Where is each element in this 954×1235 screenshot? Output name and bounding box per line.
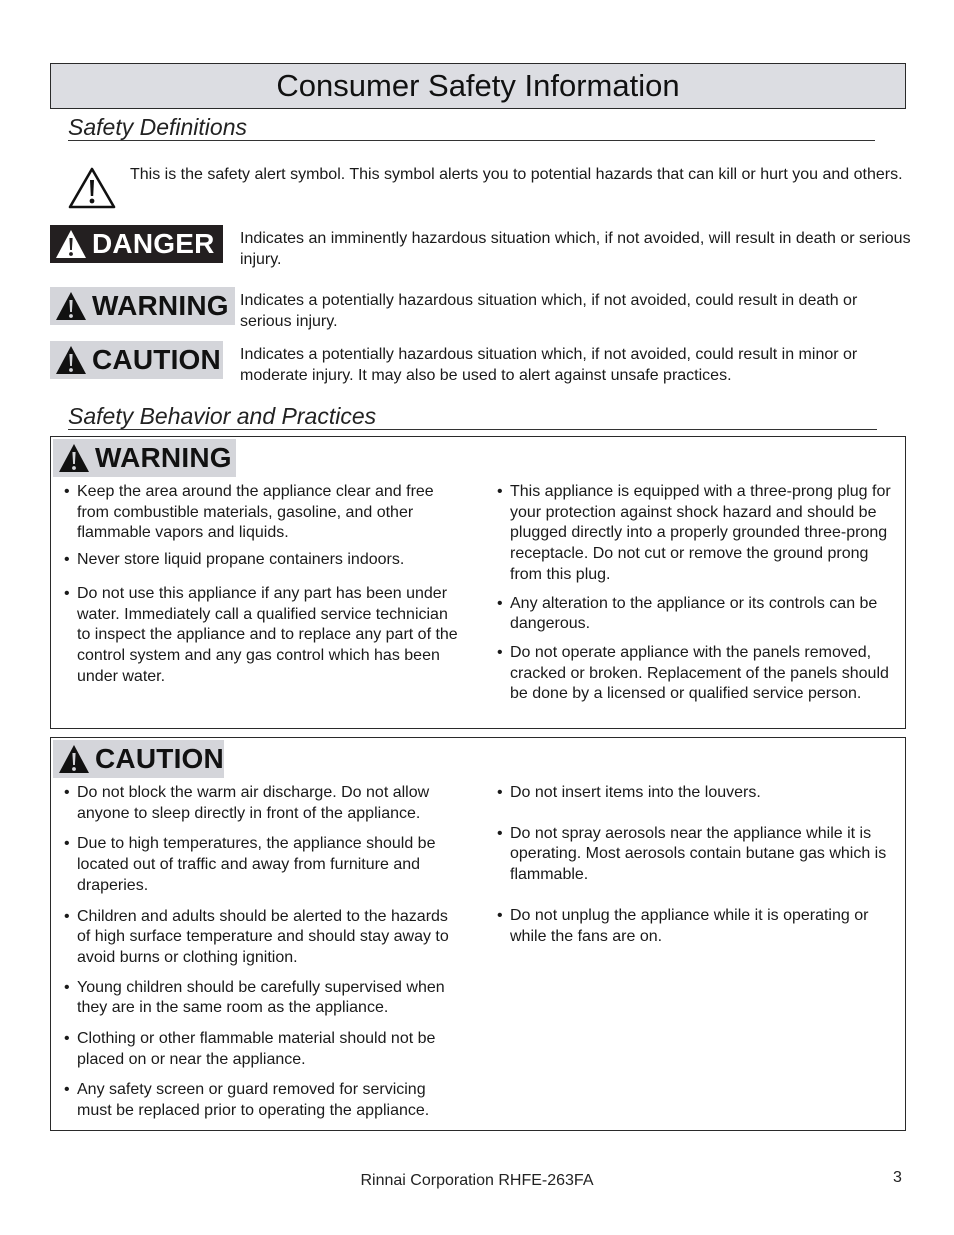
list-item: • Do not block the warm air discharge. Do not allow anyone to sleep directly in front of the appliance. [64,783,464,824]
caution-box-label [53,740,224,778]
list-item: • Do not unplug the appliance while it is operating or while the fans are on. [497,906,903,947]
list-item: • Any safety screen or guard removed for servicing must be replaced prior to operating the appliance. [64,1080,464,1121]
list-item: • Do not spray aerosols near the appliance while it is operating. Most aerosols contain butane gas which is flammable. [497,824,903,886]
warning-label-text: WARNING [92,290,229,321]
list-item: • Do not operate appliance with the panels removed, cracked or broken. Replacement of the panels should be done by a licensed or qualified service person. [497,643,903,705]
warning-label [50,287,235,325]
danger-definition: Indicates an imminently hazardous situation which, if not avoided, will result in death or serious injury. [240,230,911,268]
warning-box-label [53,439,236,477]
warning-left-list [64,482,464,687]
warning-box [50,436,906,729]
danger-label-text: DANGER [92,228,215,259]
warning-definition: Indicates a potentially hazardous situation which, if not avoided, could result in death or serious injury. [240,292,858,330]
caution-box-label-text: CAUTION [95,743,224,774]
caution-box [50,737,906,1131]
page-title-bar [50,63,906,109]
list-item: • Never store liquid propane containers indoors. [64,550,464,571]
danger-label [50,225,223,263]
list-item: • Do not insert items into the louvers. [497,783,903,804]
safety-alert-description: This is the safety alert symbol. This symbol alerts you to potential hazards that can kill or hurt you and others. [130,166,903,183]
caution-alert-icon [54,344,88,376]
list-item: • Keep the area around the appliance clear and free from combustible materials, gasoline, and other flammable vapors and liquids. [64,482,464,544]
page-title: Consumer Safety Information [276,68,680,103]
section-heading-behavior: Safety Behavior and Practices [68,404,877,430]
danger-alert-icon [54,228,88,260]
list-item: • Clothing or other flammable material should not be placed on or near the appliance. [64,1029,464,1070]
caution-label [50,341,223,379]
warning-box-alert-icon [57,442,91,474]
caution-box-alert-icon [57,743,91,775]
section-heading-definitions: Safety Definitions [68,115,875,141]
list-item: • Young children should be carefully supervised when they are in the same room as the appliance. [64,978,464,1019]
list-item: • Any alteration to the appliance or its controls can be dangerous. [497,594,903,635]
list-item: • Due to high temperatures, the appliance should be located out of traffic and away from furniture and draperies. [64,834,464,896]
list-item: • Children and adults should be alerted to the hazards of high surface temperature and should stay away to avoid burns or clothing ignition. [64,907,464,969]
footer-text: Rinnai Corporation RHFE-263FA [360,1172,594,1189]
warning-box-label-text: WARNING [95,442,232,473]
warning-right-list [497,482,903,705]
caution-right-list [497,783,903,947]
caution-label-text: CAUTION [92,344,221,375]
warning-alert-icon [54,290,88,322]
caution-left-list [64,783,464,1122]
page-number: 3 [893,1169,902,1186]
caution-definition: Indicates a potentially hazardous situation which, if not avoided, could result in minor or moderate injury. It may also be used to alert against unsafe practices. [240,346,858,384]
safety-alert-row [68,164,910,210]
safety-alert-symbol-icon [68,166,116,210]
list-item: • Do not use this appliance if any part has been under water. Immediately call a qualified service technician to inspect the appliance and to replace any part of the control system and any gas control which has been under water. [64,584,464,688]
list-item: • This appliance is equipped with a three-prong plug for your protection against shock hazard and should be plugged directly into a properly grounded three-prong receptacle. Do not cut or remove the ground prong from this plug. [497,482,903,586]
